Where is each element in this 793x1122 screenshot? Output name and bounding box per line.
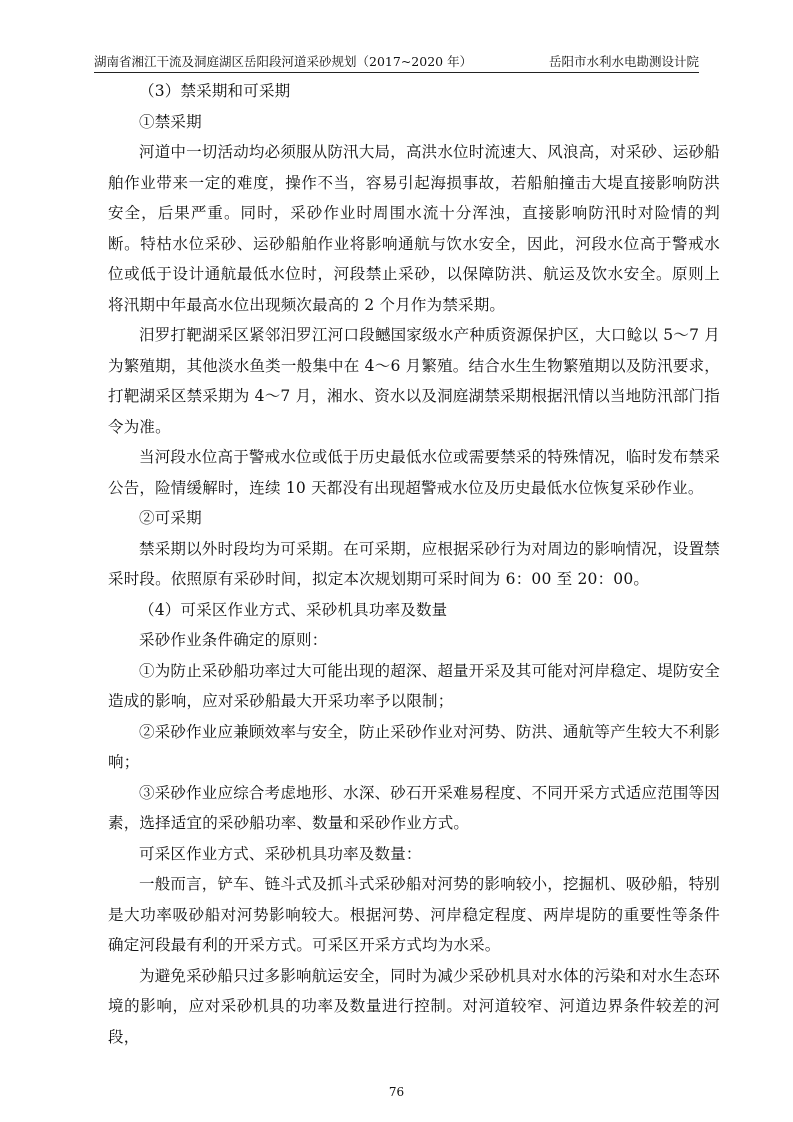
paragraph: 为避免采砂船只过多影响航运安全，同时为减少采砂机具对水体的污染和对水生态环境的影响，应对采砂机具的功率及数量进行控制。对河道较窄、河道边界条件较差的河段，: [108, 966, 720, 1046]
paragraph: ②采砂作业应兼顾效率与安全，防止采砂作业对河势、防洪、通航等产生较大不利影响；: [108, 722, 720, 771]
paragraph: ③采砂作业应综合考虑地形、水深、砂石开采难易程度、不同开采方式适应范围等因素，选择适宜的采砂船功率、数量和采砂作业方式。: [108, 783, 720, 832]
header-rule: [94, 72, 699, 73]
section-heading-3: （3）禁采期和可采期: [139, 82, 291, 100]
paragraph: ①为防止采砂船功率过大可能出现的超深、超量开采及其可能对河岸稳定、堤防安全造成的影响，应对采砂船最大开采功率予以限制；: [108, 661, 720, 710]
paragraph: 禁采期以外时段均为可采期。在可采期，应根据采砂行为对周边的影响情况，设置禁采时段。依照原有采砂时间，拟定本次规划期可采时间为 6：00 至 20：00。: [108, 539, 720, 588]
paragraph: 汨罗打靶湖采区紧邻汨罗江河口段鳡国家级水产种质资源保护区，大口鲶以 5～7 月为繁殖期，其他淡水鱼类一般集中在 4～6 月繁殖。结合水生生物繁殖期以及防汛要求，打靶湖采区禁采期为 4～7 月，湘水、资水以及洞庭湖禁采期根据汛情以当地防汛部门指令为准。: [108, 326, 720, 436]
body-text: [108, 76, 720, 1052]
paragraph: 一般而言，铲车、链斗式及抓斗式采砂船对河势的影响较小，挖掘机、吸砂船，特别是大功率吸砂船对河势影响较大。根据河势、河岸稳定程度、两岸堤防的重要性等条件确定河段最有利的开采方式。可采区开采方式均为水采。: [108, 875, 720, 954]
paragraph: 当河段水位高于警戒水位或低于历史最低水位或需要禁采的特殊情况，临时发布禁采公告，险情缓解时，连续 10 天都没有出现超警戒水位及历史最低水位恢复采砂作业。: [108, 448, 720, 497]
paragraph: 河道中一切活动均必须服从防汛大局，高洪水位时流速大、风浪高，对采砂、运砂船舶作业带来一定的难度，操作不当，容易引起海损事故，若船舶撞击大堤直接影响防洪安全，后果严重。同时，采砂作业时周围水流十分浑浊，直接影响防汛时对险情的判断。特枯水位采砂、运砂船舶作业将影响通航与饮水安全，因此，河段水位高于警戒水位或低于设计通航最低水位时，河段禁止采砂，以保障防洪、航运及饮水安全。原则上将汛期中年最高水位出现频次最高的 2 个月作为禁采期。: [108, 143, 720, 314]
section-heading-4: （4）可采区作业方式、采砂机具功率及数量: [139, 600, 448, 619]
subheading-open-period: ②可采期: [139, 509, 202, 527]
paragraph: 可采区作业方式、采砂机具功率及数量：: [139, 844, 422, 863]
paragraph: 采砂作业条件确定的原则：: [139, 631, 328, 649]
page-header: [94, 52, 699, 70]
header-left-title: 湖南省湘江干流及洞庭湖区岳阳段河道采砂规划（2017~2020 年）: [94, 54, 473, 69]
page-number: 76: [388, 1085, 405, 1099]
subheading-closed-period: ①禁采期: [139, 112, 202, 131]
header-right-org: 岳阳市水利水电勘测设计院: [548, 54, 699, 69]
